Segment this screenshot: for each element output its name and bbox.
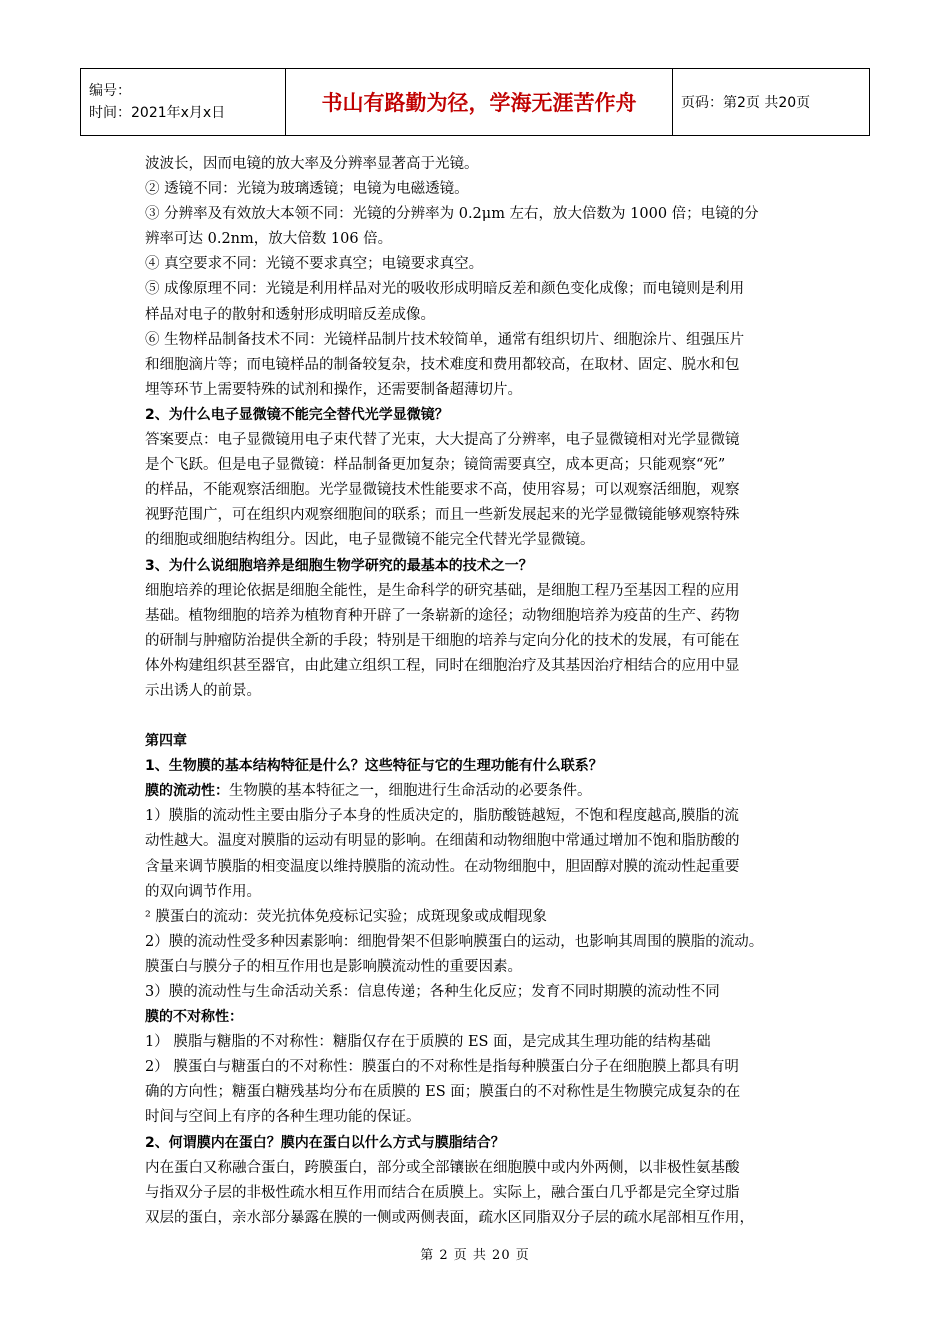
body-line: 波波长，因而电镜的放大率及分辨率显著高于光镜。 <box>145 156 479 172</box>
question-heading: 1、生物膜的基本结构特征是什么？这些特征与它的生理功能有什么联系？ <box>145 758 603 775</box>
document-date-label: 时间：2021年x月x日 <box>89 105 226 121</box>
header-motto: 书山有路勤为径，学海无涯苦作舟 <box>286 69 673 136</box>
body-line: 膜蛋白与膜分子的相互作用也是影响膜流动性的重要因素。 <box>145 958 522 975</box>
question-heading: 2、为什么电子显微镜不能完全替代光学显微镜？ <box>145 406 449 423</box>
body-line: 的细胞或细胞结构组分。因此，电子显微镜不能完全代替光学显微镜。 <box>145 532 595 549</box>
header-page-label: 页码：第2页 共20页 <box>673 69 870 136</box>
term-label: 膜的不对称性： <box>145 1009 243 1026</box>
body-line: 动性越大。温度对膜脂的运动有明显的影响。在细菌和动物细胞中常通过增加不饱和脂肪酸的 <box>145 833 740 850</box>
page-header <box>80 68 870 136</box>
chapter-heading: 第四章 <box>145 733 187 750</box>
body-line: 的双向调节作用。 <box>145 883 261 900</box>
body-line: 体外构建组织甚至器官，由此建立组织工程，同时在细胞治疗及其基因治疗相结合的应用中显 <box>145 657 740 674</box>
body-line: 细胞培养的理论依据是细胞全能性，是生命科学的研究基础，是细胞工程乃至基因工程的应用 <box>145 582 740 599</box>
body-line: 示出诱人的前景。 <box>145 682 261 699</box>
body-line: ² 膜蛋白的流动：荧光抗体免疫标记实验；成斑现象或成帽现象 <box>145 908 547 925</box>
body-line: 基础。植物细胞的培养为植物育种开辟了一条崭新的途径；动物细胞培养为疫苗的生产、药物 <box>145 607 740 624</box>
body-line: 是个飞跃。但是电子显微镜：样品制备更加复杂；镜筒需要真空，成本更高；只能观察“死” <box>145 457 726 474</box>
body-line: 含量来调节膜脂的相变温度以维持膜脂的流动性。在动物细胞中，胆固醇对膜的流动性起重要 <box>145 858 740 875</box>
body-line: 时间与空间上有序的各种生理功能的保证。 <box>145 1109 421 1126</box>
body-line <box>145 779 815 804</box>
question-heading: 3、为什么说细胞培养是细胞生物学研究的最基本的技术之一？ <box>145 557 533 574</box>
body-line: ② 透镜不同：光镜为玻璃透镜；电镜为电磁透镜。 <box>145 181 469 198</box>
term-label: 膜的流动性： <box>145 783 229 800</box>
body-line: 辨率可达 0.2nm，放大倍数 106 倍。 <box>145 231 393 248</box>
body-line: 3）膜的流动性与生命活动关系：信息传递；各种生化反应；发育不同时期膜的流动性不同 <box>145 984 720 1000</box>
body-line: ⑥ 生物样品制备技术不同：光镜样品制片技术较简单，通常有组织切片、细胞涂片、组强压片 <box>145 331 745 348</box>
body-line: 2）膜的流动性受多种因素影响：细胞骨架不但影响膜蛋白的运动，也影响其周围的膜脂的流动。 <box>145 933 764 950</box>
term-definition: 生物膜的基本特征之一，细胞进行生命活动的必要条件。 <box>229 783 592 800</box>
section-gap <box>145 704 815 729</box>
body-line: 1） 膜脂与糖脂的不对称性：糖脂仅存在于质膜的 ES 面，是完成其生理功能的结构基础 <box>145 1034 711 1051</box>
body-line: 和细胞滴片等；而电镜样品的制备较复杂，技术难度和费用都较高，在取材、固定、脱水和包 <box>145 356 740 373</box>
body-line: ⑤ 成像原理不同：光镜是利用样品对光的吸收形成明暗反差和颜色变化成像；而电镜则是利用 <box>145 281 745 298</box>
body-line: 双层的蛋白，亲水部分暴露在膜的一侧或两侧表面，疏水区同脂双分子层的疏水尾部相互作用， <box>145 1209 754 1226</box>
body-line: 视野范围广，可在组织内观察细胞间的联系；而且一些新发展起来的光学显微镜能够观察特殊 <box>145 507 740 524</box>
body-line: 2） 膜蛋白与糖蛋白的不对称性：膜蛋白的不对称性是指每种膜蛋白分子在细胞膜上都具有明 <box>145 1059 739 1076</box>
page-footer: 第 2 页 共 20 页 <box>420 1248 530 1263</box>
body-line: 答案要点：电子显微镜用电子束代替了光束，大大提高了分辨率，电子显微镜相对光学显微镜 <box>145 432 740 449</box>
document-body <box>145 152 815 1231</box>
body-line: ④ 真空要求不同：光镜不要求真空；电镜要求真空。 <box>145 256 484 273</box>
body-line: 样品对电子的散射和透射形成明暗反差成像。 <box>145 306 435 323</box>
body-line: 1）膜脂的流动性主要由脂分子本身的性质决定的，脂肪酸链越短，不饱和程度越高,膜脂的流 <box>145 808 739 825</box>
document-number-label: 编号： <box>89 83 131 99</box>
body-line: 的研制与肿瘤防治提供全新的手段；特别是干细胞的培养与定向分化的技术的发展，有可能在 <box>145 632 740 649</box>
body-line: 的样品，不能观察活细胞。光学显微镜技术性能要求不高，使用容易；可以观察活细胞，观察 <box>145 482 740 499</box>
body-line: 与指双分子层的非极性疏水相互作用而结合在质膜上。实际上，融合蛋白几乎都是完全穿过脂 <box>145 1184 740 1201</box>
body-line: 埋等环节上需要特殊的试剂和操作，还需要制备超薄切片。 <box>145 381 522 398</box>
body-line: ③ 分辨率及有效放大本领不同：光镜的分辨率为 0.2μm 左右，放大倍数为 1000 倍；电镜的分 <box>145 206 759 223</box>
header-left-cell <box>81 69 286 136</box>
body-line: 确的方向性；糖蛋白糖残基均分布在质膜的 ES 面；膜蛋白的不对称性是生物膜完成复杂的在 <box>145 1084 741 1101</box>
question-heading: 2、何谓膜内在蛋白？膜内在蛋白以什么方式与膜脂结合？ <box>145 1134 505 1151</box>
body-line: 内在蛋白又称融合蛋白，跨膜蛋白，部分或全部镶嵌在细胞膜中或内外两侧，以非极性氨基酸 <box>145 1159 740 1176</box>
